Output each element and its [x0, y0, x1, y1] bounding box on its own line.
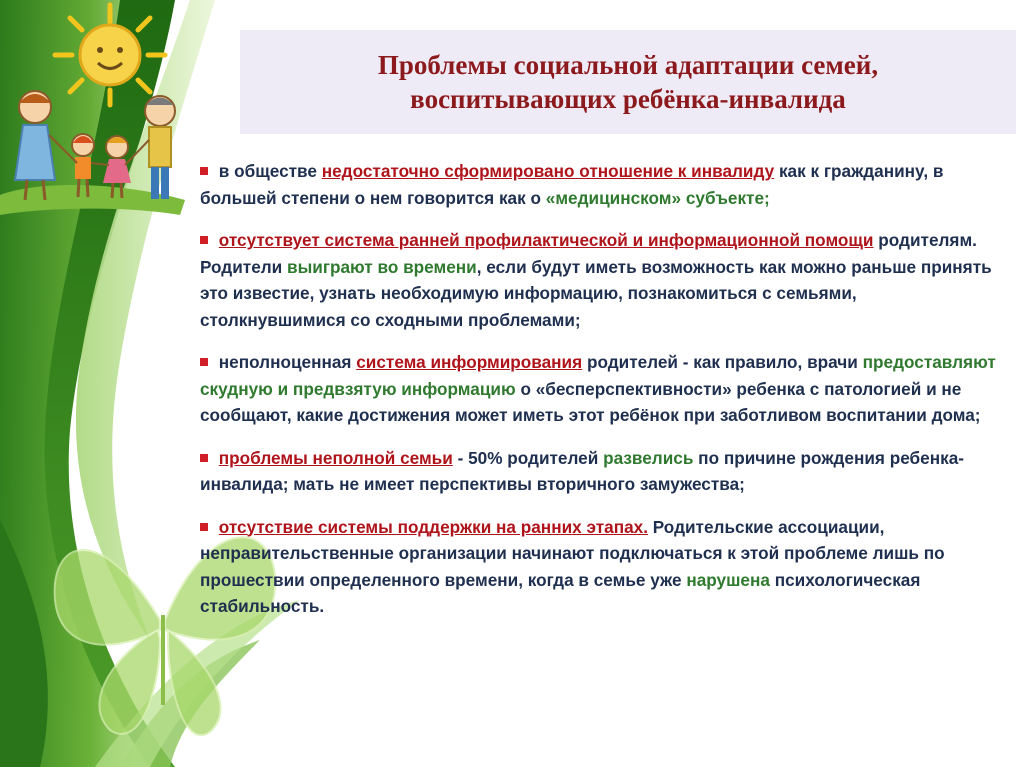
bullet-paragraph	[200, 227, 1000, 333]
text-segment: родителей - как правило, врачи	[582, 352, 863, 372]
highlight-green: «медицинском» субъекте;	[545, 187, 770, 208]
text-segment: неполноценная	[214, 352, 357, 372]
bullet-paragraph	[200, 158, 1000, 211]
highlight-green: предоставляют скудную и предвзятую информацию	[200, 352, 996, 399]
highlight-green: развелись	[603, 447, 694, 468]
text-segment: как к гражданину, в большей степени о нем говорится как о	[200, 161, 944, 208]
title-line-2: воспитывающих ребёнка-инвалида	[410, 84, 846, 114]
title-line-1: Проблемы социальной адаптации семей,	[377, 50, 879, 80]
text-segment: в обществе	[214, 161, 322, 181]
bullet-square-icon	[200, 454, 208, 462]
text-segment: Родительские ассоциации, неправительственные организации начинают подключаться к этой проблеме лишь по прошествии определенного времени, когда в семье уже	[200, 516, 945, 590]
text-segment: психологическая стабильность.	[200, 569, 921, 616]
bullet-paragraph	[200, 349, 1000, 429]
bullet-square-icon	[200, 358, 208, 366]
text-segment: о «бесперспективности» ребенка с патологией и не сообщают, какие достижения может иметь этот ребёнок при заботливом воспитании дома;	[200, 378, 981, 425]
highlight-red: отсутствует система ранней профилактической и информационной помощи	[218, 230, 874, 250]
bullet-paragraph	[200, 445, 1000, 498]
highlight-green: нарушена	[686, 569, 770, 590]
text-segment: - 50% родителей	[452, 447, 604, 468]
highlight-green: выиграют во времени	[287, 256, 477, 277]
bullet-list	[200, 158, 1000, 636]
highlight-red: отсутствие системы поддержки на ранних этапах.	[218, 516, 648, 537]
highlight-red: недостаточно сформировано отношение к инвалиду	[321, 161, 775, 181]
title-box	[240, 30, 1016, 134]
text-segment: по причине рождения ребенка-инвалида; мать не имеет перспективы вторичного замужества;	[200, 447, 964, 494]
bullet-square-icon	[200, 236, 208, 244]
text-segment: , если будут иметь возможность как можно раньше принять это известие, узнать необходимую информацию, познакомиться с семьями, столкнувшимися со сходными проблемами;	[200, 256, 992, 330]
family-figures-icon	[5, 85, 190, 210]
text-segment: родителям. Родители	[200, 230, 977, 277]
highlight-red: система информирования	[356, 352, 583, 372]
bullet-square-icon	[200, 167, 208, 175]
highlight-red: проблемы неполной семьи	[218, 447, 453, 468]
bullet-square-icon	[200, 523, 208, 531]
bullet-paragraph	[200, 514, 1000, 620]
